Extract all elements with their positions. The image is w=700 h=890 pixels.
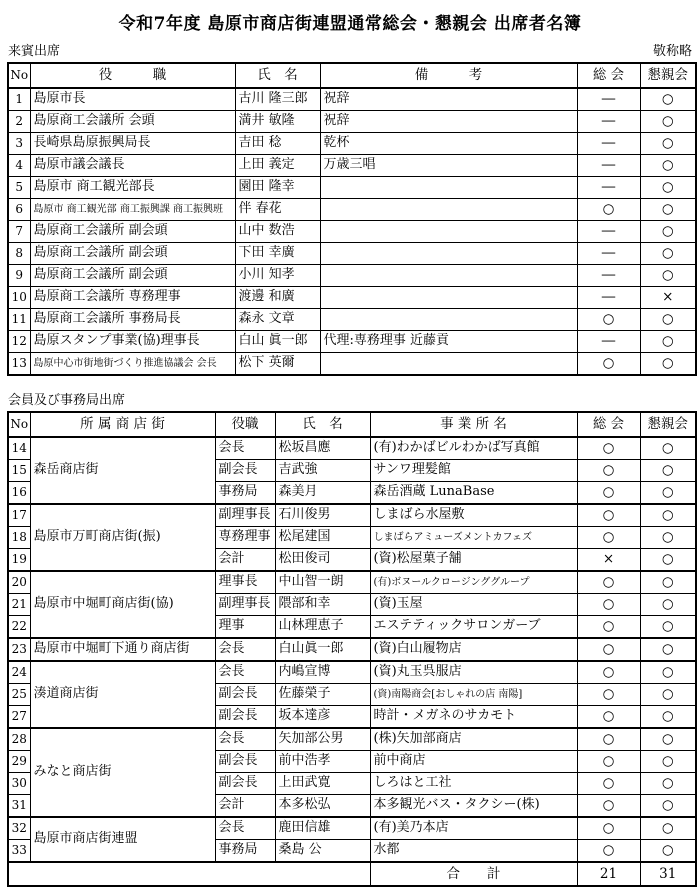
member-row bbox=[8, 571, 696, 594]
cell-name: 森美月 bbox=[275, 482, 370, 505]
guest-row bbox=[8, 88, 696, 111]
cell-no: 19 bbox=[8, 549, 30, 572]
cell-konshinkai: ○ bbox=[640, 527, 696, 549]
cell-soukai: ○ bbox=[577, 773, 640, 795]
cell-konshinkai: ○ bbox=[640, 265, 696, 287]
guest-section-label: 来賓出席 bbox=[8, 44, 61, 59]
cell-konshinkai: ○ bbox=[640, 840, 696, 863]
cell-business: (有)ボヌールクロージンググループ bbox=[370, 571, 577, 594]
member-row bbox=[8, 661, 696, 684]
cell-no: 5 bbox=[8, 177, 30, 199]
cell-soukai: ○ bbox=[577, 571, 640, 594]
cell-name: 松下 英爾 bbox=[235, 353, 320, 376]
cell-street: みなと商店街 bbox=[30, 728, 215, 817]
cell-name: 坂本達彦 bbox=[275, 706, 370, 729]
cell-soukai: ○ bbox=[577, 309, 640, 331]
total-empty-cell bbox=[8, 862, 370, 886]
cell-remarks bbox=[320, 287, 577, 309]
cell-no: 4 bbox=[8, 155, 30, 177]
cell-no: 31 bbox=[8, 795, 30, 818]
member-table-header bbox=[8, 412, 696, 437]
cell-role: 理事 bbox=[215, 616, 275, 639]
col-konshinkai: 懇親会 bbox=[640, 412, 696, 437]
cell-konshinkai: ○ bbox=[640, 728, 696, 751]
cell-soukai: ○ bbox=[577, 460, 640, 482]
cell-remarks bbox=[320, 199, 577, 221]
cell-soukai: ― bbox=[577, 221, 640, 243]
cell-business: 森岳酒蔵 LunaBase bbox=[370, 482, 577, 505]
cell-business: (資)松屋菓子舗 bbox=[370, 549, 577, 572]
cell-business: (資)丸玉呉服店 bbox=[370, 661, 577, 684]
cell-konshinkai: ○ bbox=[640, 817, 696, 840]
cell-no: 16 bbox=[8, 482, 30, 505]
cell-name: 矢加部公男 bbox=[275, 728, 370, 751]
cell-soukai: ○ bbox=[577, 728, 640, 751]
cell-soukai: ○ bbox=[577, 684, 640, 706]
cell-no: 11 bbox=[8, 309, 30, 331]
cell-no: 15 bbox=[8, 460, 30, 482]
cell-konshinkai: ○ bbox=[640, 482, 696, 505]
cell-business: (資)白山履物店 bbox=[370, 638, 577, 661]
cell-name: 白山眞一郎 bbox=[275, 638, 370, 661]
cell-konshinkai: ○ bbox=[640, 437, 696, 460]
cell-name: 鹿田信雄 bbox=[275, 817, 370, 840]
cell-position: 島原商工会議所 副会頭 bbox=[30, 265, 235, 287]
cell-business: (資)玉屋 bbox=[370, 594, 577, 616]
cell-remarks bbox=[320, 353, 577, 376]
cell-name: 渡邊 和廣 bbox=[235, 287, 320, 309]
cell-no: 3 bbox=[8, 133, 30, 155]
cell-konshinkai: ○ bbox=[640, 661, 696, 684]
cell-name: 佐藤榮子 bbox=[275, 684, 370, 706]
cell-name: 吉田 稔 bbox=[235, 133, 320, 155]
cell-business: サンワ理髪館 bbox=[370, 460, 577, 482]
cell-no: 17 bbox=[8, 504, 30, 527]
cell-no: 27 bbox=[8, 706, 30, 729]
cell-position: 島原スタンプ事業(協)理事長 bbox=[30, 331, 235, 353]
col-soukai: 総 会 bbox=[577, 63, 640, 88]
cell-remarks bbox=[320, 243, 577, 265]
cell-business: しまばら水屋敷 bbox=[370, 504, 577, 527]
cell-no: 32 bbox=[8, 817, 30, 840]
cell-role: 会長 bbox=[215, 817, 275, 840]
cell-position: 島原中心市街地街づくり推進協議会 会長 bbox=[30, 353, 235, 376]
cell-business: エステティックサロンガーブ bbox=[370, 616, 577, 639]
cell-no: 7 bbox=[8, 221, 30, 243]
cell-street: 湊道商店街 bbox=[30, 661, 215, 728]
cell-no: 21 bbox=[8, 594, 30, 616]
cell-soukai: ― bbox=[577, 111, 640, 133]
col-konshinkai: 懇親会 bbox=[640, 63, 696, 88]
cell-soukai: ○ bbox=[577, 616, 640, 639]
cell-street: 島原市商店街連盟 bbox=[30, 817, 215, 862]
col-role: 役職 bbox=[215, 412, 275, 437]
cell-konshinkai: ○ bbox=[640, 638, 696, 661]
cell-konshinkai: ○ bbox=[640, 155, 696, 177]
col-position: 役 職 bbox=[30, 63, 235, 88]
guest-row bbox=[8, 199, 696, 221]
cell-no: 1 bbox=[8, 88, 30, 111]
cell-role: 会計 bbox=[215, 795, 275, 818]
cell-soukai: ○ bbox=[577, 795, 640, 818]
cell-role: 副会長 bbox=[215, 751, 275, 773]
member-table-body bbox=[8, 437, 696, 886]
cell-role: 理事長 bbox=[215, 571, 275, 594]
cell-role: 副理事長 bbox=[215, 504, 275, 527]
total-konshinkai-count: 31 bbox=[640, 862, 696, 886]
cell-no: 8 bbox=[8, 243, 30, 265]
cell-konshinkai: ○ bbox=[640, 243, 696, 265]
guest-row bbox=[8, 111, 696, 133]
cell-remarks: 乾杯 bbox=[320, 133, 577, 155]
total-soukai-count: 21 bbox=[577, 862, 640, 886]
cell-no: 20 bbox=[8, 571, 30, 594]
cell-street: 島原市万町商店街(振) bbox=[30, 504, 215, 571]
col-name: 氏 名 bbox=[275, 412, 370, 437]
cell-name: 吉武強 bbox=[275, 460, 370, 482]
cell-soukai: ○ bbox=[577, 527, 640, 549]
cell-name: 前中浩孝 bbox=[275, 751, 370, 773]
guest-table bbox=[7, 62, 697, 376]
member-row bbox=[8, 437, 696, 460]
cell-name: 山中 数浩 bbox=[235, 221, 320, 243]
cell-business: 水都 bbox=[370, 840, 577, 863]
cell-soukai: ○ bbox=[577, 751, 640, 773]
cell-soukai: ― bbox=[577, 265, 640, 287]
cell-business: しまばらアミューズメントカフェズ bbox=[370, 527, 577, 549]
cell-name: 上田武寛 bbox=[275, 773, 370, 795]
cell-role: 会計 bbox=[215, 549, 275, 572]
cell-konshinkai: ○ bbox=[640, 773, 696, 795]
cell-name: 白山 眞一郎 bbox=[235, 331, 320, 353]
cell-role: 副会長 bbox=[215, 706, 275, 729]
cell-konshinkai: ○ bbox=[640, 594, 696, 616]
guest-row bbox=[8, 309, 696, 331]
cell-name: 石川俊男 bbox=[275, 504, 370, 527]
member-row bbox=[8, 728, 696, 751]
cell-remarks: 万歳三唱 bbox=[320, 155, 577, 177]
cell-no: 2 bbox=[8, 111, 30, 133]
cell-no: 28 bbox=[8, 728, 30, 751]
cell-position: 島原市長 bbox=[30, 88, 235, 111]
cell-name: 山林理恵子 bbox=[275, 616, 370, 639]
cell-remarks bbox=[320, 177, 577, 199]
guest-row bbox=[8, 331, 696, 353]
cell-role: 事務局 bbox=[215, 482, 275, 505]
member-row bbox=[8, 817, 696, 840]
cell-soukai: ― bbox=[577, 243, 640, 265]
cell-street: 森岳商店街 bbox=[30, 437, 215, 504]
cell-position: 島原市 商工観光部 商工振興課 商工振興班 bbox=[30, 199, 235, 221]
cell-soukai: ○ bbox=[577, 482, 640, 505]
member-table bbox=[7, 411, 697, 887]
guest-row bbox=[8, 221, 696, 243]
cell-konshinkai: ○ bbox=[640, 309, 696, 331]
cell-konshinkai: ○ bbox=[640, 111, 696, 133]
honorifics-omitted-note: 敬称略 bbox=[652, 44, 692, 59]
cell-no: 10 bbox=[8, 287, 30, 309]
cell-soukai: ○ bbox=[577, 638, 640, 661]
guest-row bbox=[8, 287, 696, 309]
guest-table-body bbox=[8, 88, 696, 375]
cell-soukai: ○ bbox=[577, 199, 640, 221]
cell-name: 古川 隆三郎 bbox=[235, 88, 320, 111]
cell-role: 副会長 bbox=[215, 684, 275, 706]
cell-name: 園田 隆幸 bbox=[235, 177, 320, 199]
cell-konshinkai: ○ bbox=[640, 549, 696, 572]
cell-name: 松田俊司 bbox=[275, 549, 370, 572]
cell-position: 島原商工会議所 事務局長 bbox=[30, 309, 235, 331]
cell-soukai: ○ bbox=[577, 353, 640, 376]
cell-soukai: ○ bbox=[577, 661, 640, 684]
cell-role: 副理事長 bbox=[215, 594, 275, 616]
guest-row bbox=[8, 243, 696, 265]
cell-konshinkai: ○ bbox=[640, 177, 696, 199]
col-no: No bbox=[8, 63, 30, 88]
cell-name: 伴 春花 bbox=[235, 199, 320, 221]
cell-role: 会長 bbox=[215, 661, 275, 684]
member-row bbox=[8, 638, 696, 661]
cell-konshinkai: ○ bbox=[640, 616, 696, 639]
cell-konshinkai: ○ bbox=[640, 133, 696, 155]
cell-no: 23 bbox=[8, 638, 30, 661]
cell-soukai: ― bbox=[577, 287, 640, 309]
cell-soukai: ― bbox=[577, 88, 640, 111]
col-no: No bbox=[8, 412, 30, 437]
cell-konshinkai: ○ bbox=[640, 751, 696, 773]
cell-role: 副会長 bbox=[215, 460, 275, 482]
cell-remarks bbox=[320, 221, 577, 243]
cell-name: 本多松弘 bbox=[275, 795, 370, 818]
member-row bbox=[8, 504, 696, 527]
cell-no: 12 bbox=[8, 331, 30, 353]
cell-name: 森永 文章 bbox=[235, 309, 320, 331]
cell-name: 松坂昌應 bbox=[275, 437, 370, 460]
member-section-label: 会員及び事務局出席 bbox=[8, 393, 126, 408]
cell-remarks bbox=[320, 309, 577, 331]
cell-business: 時計・メガネのサカモト bbox=[370, 706, 577, 729]
cell-business: (有)美乃本店 bbox=[370, 817, 577, 840]
cell-street: 島原市中堀町商店街(協) bbox=[30, 571, 215, 638]
page-title: 令和7年度 島原市商店街連盟通常総会・懇親会 出席者名簿 bbox=[118, 14, 582, 34]
cell-konshinkai: ○ bbox=[640, 88, 696, 111]
cell-no: 22 bbox=[8, 616, 30, 639]
cell-name: 上田 義定 bbox=[235, 155, 320, 177]
cell-soukai: ― bbox=[577, 133, 640, 155]
cell-konshinkai: × bbox=[640, 287, 696, 309]
cell-business: 本多観光バス・タクシー(株) bbox=[370, 795, 577, 818]
guest-row bbox=[8, 177, 696, 199]
cell-business: (資)南陽商会[おしゃれの店 南陽] bbox=[370, 684, 577, 706]
cell-no: 9 bbox=[8, 265, 30, 287]
guest-row bbox=[8, 265, 696, 287]
cell-remarks: 代理:専務理事 近藤貢 bbox=[320, 331, 577, 353]
cell-name: 小川 知孝 bbox=[235, 265, 320, 287]
cell-role: 事務局 bbox=[215, 840, 275, 863]
guest-row bbox=[8, 353, 696, 376]
cell-no: 24 bbox=[8, 661, 30, 684]
cell-name: 松尾建国 bbox=[275, 527, 370, 549]
cell-soukai: × bbox=[577, 549, 640, 572]
cell-soukai: ○ bbox=[577, 817, 640, 840]
cell-name: 内嶋宣博 bbox=[275, 661, 370, 684]
cell-no: 30 bbox=[8, 773, 30, 795]
cell-konshinkai: ○ bbox=[640, 353, 696, 376]
cell-street: 島原市中堀町下通り商店街 bbox=[30, 638, 215, 661]
cell-business: 前中商店 bbox=[370, 751, 577, 773]
cell-no: 13 bbox=[8, 353, 30, 376]
col-business: 事 業 所 名 bbox=[370, 412, 577, 437]
cell-position: 島原商工会議所 会頭 bbox=[30, 111, 235, 133]
cell-name: 桑島 公 bbox=[275, 840, 370, 863]
cell-konshinkai: ○ bbox=[640, 221, 696, 243]
cell-position: 島原商工会議所 副会頭 bbox=[30, 243, 235, 265]
cell-role: 副会長 bbox=[215, 773, 275, 795]
cell-position: 島原市議会議長 bbox=[30, 155, 235, 177]
cell-soukai: ― bbox=[577, 177, 640, 199]
col-soukai: 総 会 bbox=[577, 412, 640, 437]
guest-table-header bbox=[8, 63, 696, 88]
cell-konshinkai: ○ bbox=[640, 460, 696, 482]
cell-konshinkai: ○ bbox=[640, 795, 696, 818]
cell-role: 会長 bbox=[215, 437, 275, 460]
cell-soukai: ○ bbox=[577, 594, 640, 616]
cell-soukai: ○ bbox=[577, 840, 640, 863]
cell-business: (有)わかばビルわかば写真館 bbox=[370, 437, 577, 460]
cell-soukai: ○ bbox=[577, 504, 640, 527]
cell-role: 専務理事 bbox=[215, 527, 275, 549]
cell-position: 島原商工会議所 副会頭 bbox=[30, 221, 235, 243]
total-row bbox=[8, 862, 696, 886]
cell-no: 33 bbox=[8, 840, 30, 863]
cell-soukai: ― bbox=[577, 155, 640, 177]
col-street: 所 属 商 店 街 bbox=[30, 412, 215, 437]
guest-row bbox=[8, 155, 696, 177]
cell-no: 6 bbox=[8, 199, 30, 221]
col-name: 氏 名 bbox=[235, 63, 320, 88]
cell-name: 下田 幸廣 bbox=[235, 243, 320, 265]
cell-soukai: ○ bbox=[577, 437, 640, 460]
cell-no: 25 bbox=[8, 684, 30, 706]
cell-business: しろはと工社 bbox=[370, 773, 577, 795]
cell-konshinkai: ○ bbox=[640, 504, 696, 527]
cell-position: 島原市 商工観光部長 bbox=[30, 177, 235, 199]
cell-name: 隈部和幸 bbox=[275, 594, 370, 616]
cell-position: 島原商工会議所 専務理事 bbox=[30, 287, 235, 309]
cell-konshinkai: ○ bbox=[640, 199, 696, 221]
cell-role: 会長 bbox=[215, 638, 275, 661]
cell-remarks: 祝辞 bbox=[320, 88, 577, 111]
cell-no: 29 bbox=[8, 751, 30, 773]
cell-no: 14 bbox=[8, 437, 30, 460]
cell-role: 会長 bbox=[215, 728, 275, 751]
total-label: 合 計 bbox=[370, 862, 577, 886]
cell-remarks: 祝辞 bbox=[320, 111, 577, 133]
cell-soukai: ― bbox=[577, 331, 640, 353]
cell-position: 長崎県島原振興局長 bbox=[30, 133, 235, 155]
cell-konshinkai: ○ bbox=[640, 684, 696, 706]
cell-no: 18 bbox=[8, 527, 30, 549]
cell-remarks bbox=[320, 265, 577, 287]
guest-row bbox=[8, 133, 696, 155]
col-remarks: 備 考 bbox=[320, 63, 577, 88]
cell-name: 満井 敏隆 bbox=[235, 111, 320, 133]
cell-konshinkai: ○ bbox=[640, 331, 696, 353]
cell-konshinkai: ○ bbox=[640, 571, 696, 594]
cell-name: 中山智一朗 bbox=[275, 571, 370, 594]
cell-soukai: ○ bbox=[577, 706, 640, 729]
cell-business: (株)矢加部商店 bbox=[370, 728, 577, 751]
cell-konshinkai: ○ bbox=[640, 706, 696, 729]
